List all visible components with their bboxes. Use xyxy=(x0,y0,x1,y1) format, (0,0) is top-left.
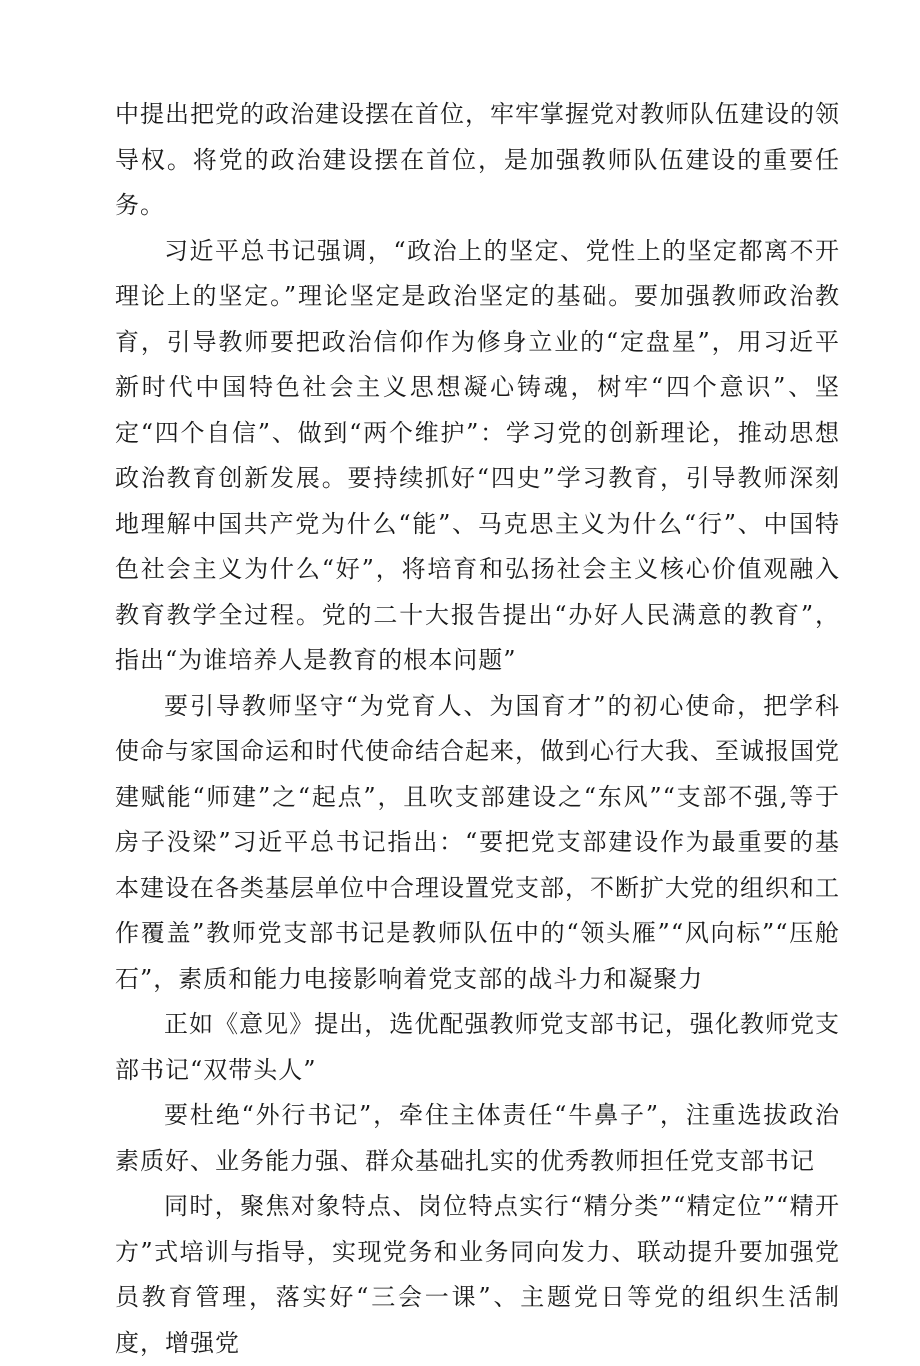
paragraph-5: 要杜绝“外行书记”，牵住主体责任“牛鼻子”，注重选拔政治素质好、业务能力强、群众基础扎实的优秀教师担任党支部书记 xyxy=(115,1101,840,1175)
paragraph-3: 要引导教师坚守“为党育人、为国育才”的初心使命，把学科使命与家国命运和时代使命结合起来，做到心行大我、至诚报国党建赋能“师建”之“起点”，且吹支部建设之“东风”“支部不强,等于房子没梁”习近平总书记指出：“要把党支部建设作为最重要的基本建设在各类基层单位中合理设置党支部，不断扩大党的组织和工作覆盖”教师党支部书记是教师队伍中的“领头雁”“风向标”“压舱石”，素质和能力电接影响着党支部的战斗力和凝聚力 xyxy=(115,691,840,993)
paragraph-2: 习近平总书记强调，“政治上的坚定、党性上的坚定都离不开理论上的坚定。”理论坚定是政治坚定的基础。要加强教师政治教育，引导教师要把政治信仰作为修身立业的“定盘星”，用习近平新时代中国特色社会主义思想凝心铸魂，树牢“四个意识”、坚定“四个自信”、做到“两个维护”：学习党的创新理论，推动思想政治教育创新发展。要持续抓好“四史”学习教育，引导教师深刻地理解中国共产党为什么“能”、马克思主义为什么“行”、中国特色社会主义为什么“好”，将培育和弘扬社会主义核心价值观融入教育教学全过程。党的二十大报告提出“办好人民满意的教育”，指出“为谁培养人是教育的根本问题” xyxy=(115,236,840,674)
document-body xyxy=(115,92,840,1366)
paragraph-4: 正如《意见》提出，选优配强教师党支部书记，强化教师党支部书记“双带头人” xyxy=(115,1010,840,1084)
paragraph-1: 中提出把党的政治建设摆在首位，牢牢掌握党对教师队伍建设的领导权。将党的政治建设摆在首位，是加强教师队伍建设的重要任务。 xyxy=(115,100,840,219)
paragraph-6: 同时，聚焦对象特点、岗位特点实行“精分类”“精定位”“精开方”式培训与指导，实现党务和业务同向发力、联动提升要加强党员教育管理，落实好“三会一课”、主题党日等党的组织生活制度，增强党 xyxy=(115,1192,840,1357)
